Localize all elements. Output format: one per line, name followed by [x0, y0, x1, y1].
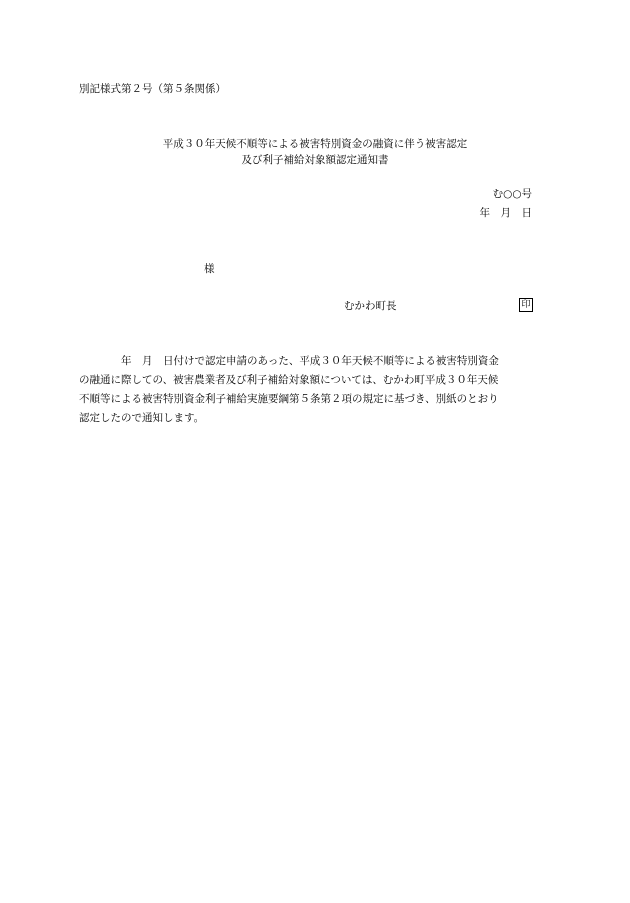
form-number: 別記様式第２号（第５条関係）	[79, 83, 226, 95]
notice-body	[79, 352, 551, 428]
body-line-1: 年 月 日付けで認定申請のあった、平成３０年天候不順等による被害特別資金	[121, 355, 499, 367]
body-line-3: 不順等による被害特別資金利子補給実施要綱第５条第２項の規定に基づき、別紙のとおり	[79, 393, 499, 405]
sender-name: むかわ町長	[344, 300, 397, 312]
recipient-honorific: 様	[204, 263, 215, 275]
issue-date: 年 月 日	[479, 207, 532, 219]
document-title-line-1: 平成３０年天候不順等による被害特別資金の融資に伴う被害認定	[162, 138, 468, 150]
document-title-line-2: 及び利子補給対象額認定通知書	[241, 154, 389, 166]
seal-stamp: 印	[519, 298, 533, 312]
body-line-4: 認定したので通知します。	[79, 412, 205, 424]
body-line-2: の融通に際しての、被害農業者及び利子補給対象額については、むかわ町平成３０年天候	[79, 374, 499, 386]
document-number: む○○号	[492, 188, 532, 200]
